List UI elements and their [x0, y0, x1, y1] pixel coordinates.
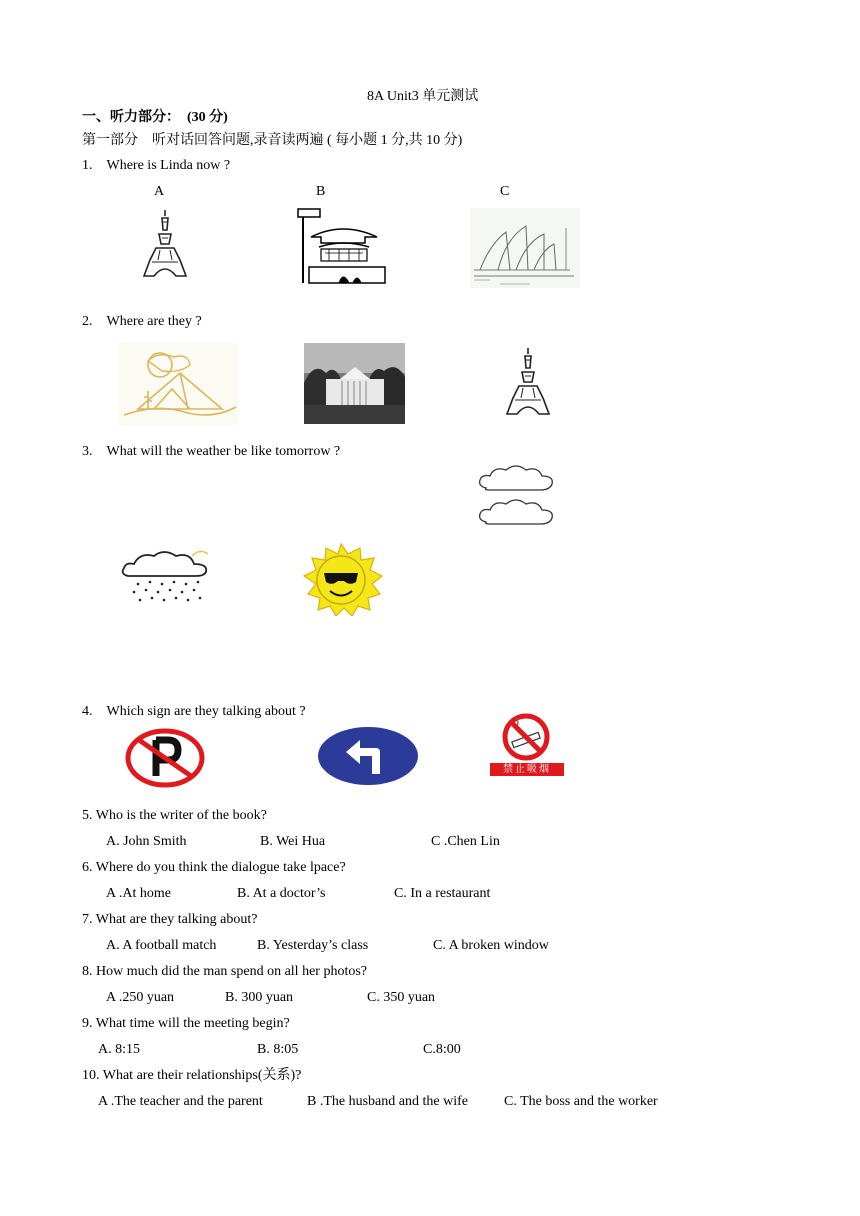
- q10-option-a: A .The teacher and the parent: [98, 1094, 263, 1109]
- q6-option-b: B. At a doctor’s: [237, 886, 326, 901]
- question-9: 9. What time will the meeting begin?: [82, 1016, 290, 1031]
- q10-option-b: B .The husband and the wife: [307, 1094, 468, 1109]
- page-title: 8A Unit3 单元测试: [367, 89, 479, 104]
- question-6: 6. Where do you think the dialogue take lpace?: [82, 860, 346, 875]
- no-smoking-sign-icon: [490, 712, 564, 762]
- q7-option-a: A. A football match: [106, 938, 217, 953]
- question-1: 1. Where is Linda now ?: [82, 158, 231, 173]
- q5-option-a: A. John Smith: [106, 834, 187, 849]
- sunny-icon: [298, 542, 384, 616]
- question-7: 7. What are they talking about?: [82, 912, 258, 927]
- question-8: 8. How much did the man spend on all her photos?: [82, 964, 368, 979]
- question-5: 5. Who is the writer of the book?: [82, 808, 267, 823]
- option-label-a: A: [154, 184, 165, 199]
- q5-option-b: B. Wei Hua: [260, 834, 326, 849]
- turn-left-sign-icon: [316, 726, 420, 786]
- option-label-b: B: [316, 184, 326, 199]
- tiananmen-image: [295, 207, 391, 285]
- option-label-c: C: [500, 184, 510, 199]
- opera-house-image: [470, 208, 580, 288]
- section-score: (30 分): [187, 110, 228, 125]
- question-3: 3. What will the weather be like tomorrow ?: [82, 444, 341, 459]
- q9-option-b: B. 8:05: [257, 1042, 299, 1057]
- q8-option-b: B. 300 yuan: [225, 990, 294, 1005]
- section-heading-label: 一、听力部分：: [82, 110, 180, 125]
- q9-option-a: A. 8:15: [98, 1042, 140, 1057]
- white-house-image: [304, 343, 405, 424]
- pyramids-image: [118, 343, 238, 425]
- part-instruction: 第一部分 听对话回答问题,录音读两遍 ( 每小题 1 分,共 10 分): [82, 133, 463, 148]
- eiffel-tower-image: [140, 210, 190, 278]
- q6-option-a: A .At home: [106, 886, 171, 901]
- q10-option-c: C. The boss and the worker: [504, 1094, 658, 1109]
- eiffel-tower-image-2: [503, 346, 553, 418]
- no-parking-sign-icon: [124, 728, 206, 788]
- section-heading: [82, 110, 228, 126]
- rainy-icon: [120, 546, 214, 604]
- no-smoking-label: 禁止吸烟: [490, 763, 564, 776]
- cloudy-icon: [476, 458, 566, 530]
- q7-option-c: C. A broken window: [433, 938, 549, 953]
- q9-option-c: C.8:00: [423, 1042, 461, 1057]
- q6-option-c: C. In a restaurant: [394, 886, 491, 901]
- question-10: 10. What are their relationships(关系)?: [82, 1068, 302, 1083]
- q5-option-c: C .Chen Lin: [431, 834, 500, 849]
- q7-option-b: B. Yesterday’s class: [257, 938, 369, 953]
- question-4: 4. Which sign are they talking about ?: [82, 704, 306, 719]
- question-2: 2. Where are they ?: [82, 314, 202, 329]
- q8-option-c: C. 350 yuan: [367, 990, 436, 1005]
- q8-option-a: A .250 yuan: [106, 990, 175, 1005]
